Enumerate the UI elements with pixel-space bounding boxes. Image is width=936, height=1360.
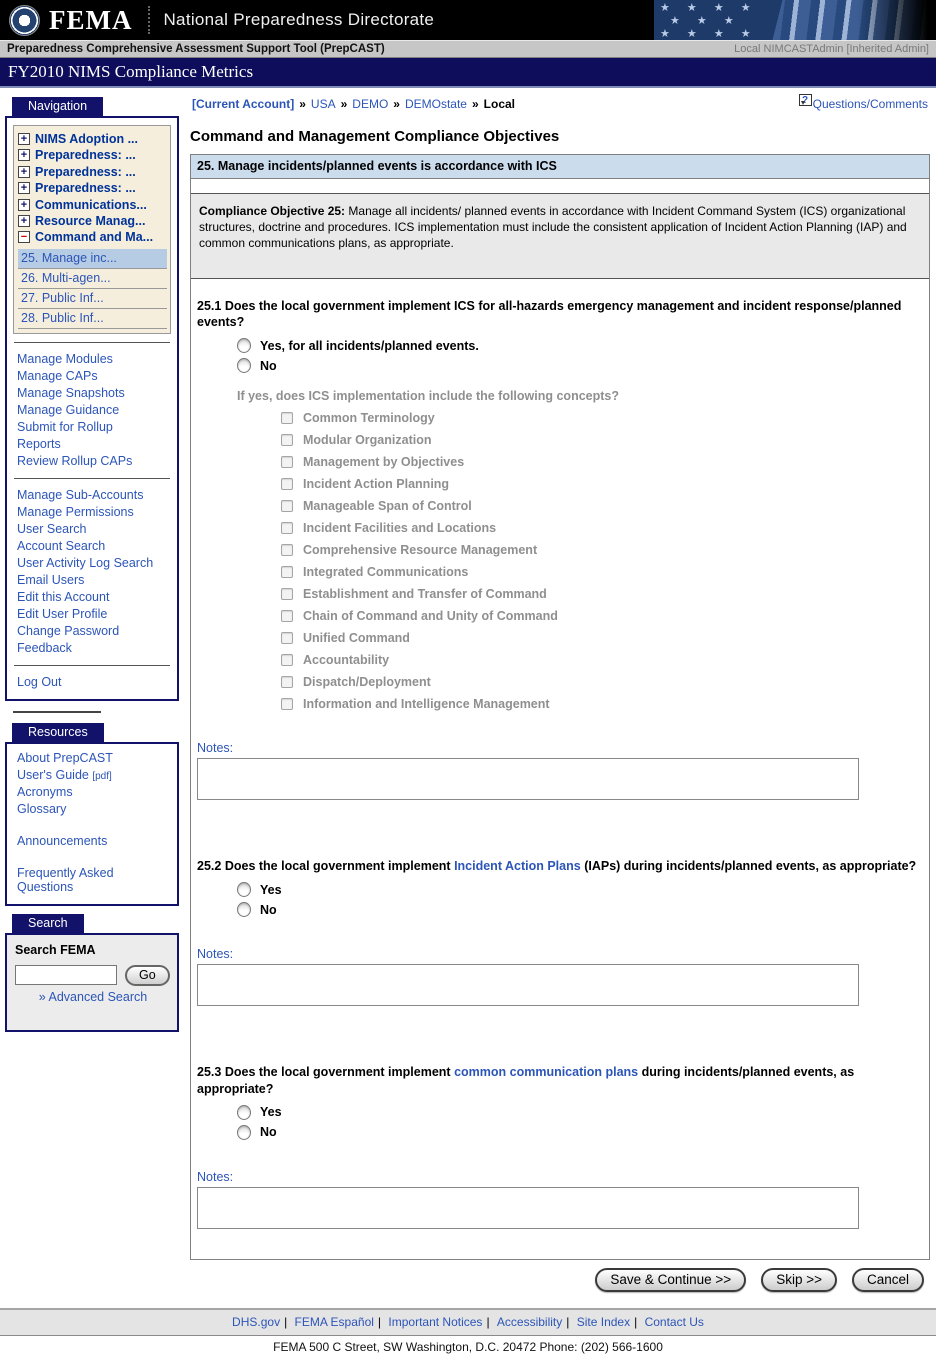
- page-title: Command and Management Compliance Objectives: [190, 128, 560, 145]
- breadcrumb-demo[interactable]: DEMO: [352, 97, 389, 111]
- concept-common-terminology: Common Terminology: [281, 411, 923, 425]
- tree-item-preparedness-3[interactable]: + Preparedness: ...: [18, 180, 167, 196]
- user-status: Local NIMCASTAdmin [Inherited Admin]: [734, 43, 929, 55]
- q25-3-option-no: No: [237, 1125, 923, 1140]
- checkbox-disabled: [281, 698, 293, 710]
- footer-link-fema-espanol[interactable]: FEMA Español: [294, 1314, 374, 1329]
- q25-1-option-no: No: [237, 358, 923, 373]
- breadcrumb-separator: »: [471, 97, 479, 111]
- search-fema-label: Search FEMA: [15, 942, 96, 957]
- checkbox-disabled: [281, 434, 293, 446]
- resources-header: Resources: [12, 723, 104, 742]
- resources-panel: [5, 742, 179, 906]
- q25-3-notes-textarea[interactable]: [197, 1187, 859, 1229]
- expand-icon[interactable]: +: [18, 215, 30, 227]
- resource-users-guide[interactable]: User's Guide [pdf]: [17, 767, 112, 782]
- navigation-panel: [5, 116, 179, 701]
- common-communication-plans-link[interactable]: common communication plans: [454, 1065, 639, 1080]
- checkbox-disabled: [281, 456, 293, 468]
- fema-logo: FEMA: [49, 4, 133, 35]
- header-divider: [148, 6, 150, 34]
- incident-action-plans-link[interactable]: Incident Action Plans: [454, 859, 581, 874]
- tree-child-objective-26[interactable]: 26. Multi-agen...: [18, 269, 167, 289]
- sidebar-item-change-password[interactable]: Change Password: [17, 623, 120, 638]
- search-input[interactable]: [15, 965, 117, 985]
- expand-icon[interactable]: +: [18, 182, 30, 194]
- app-title: Preparedness Comprehensive Assessment Support Tool (PrepCAST): [7, 43, 385, 55]
- expand-icon[interactable]: +: [18, 133, 30, 145]
- footer-separator: |: [486, 1314, 490, 1329]
- sidebar-item-user-activity-log-search[interactable]: User Activity Log Search: [17, 555, 154, 570]
- q25-2-notes-textarea[interactable]: [197, 964, 859, 1006]
- skip-button[interactable]: Skip >>: [761, 1268, 837, 1292]
- app-title-bar: [0, 40, 936, 58]
- question-25-2: 25.2 Does the local government implement Incident Action Plans (IAPs) during incidents/planned events, as appropriate?: [197, 859, 917, 874]
- sidebar-item-user-search[interactable]: User Search: [17, 521, 87, 536]
- sidebar-item-manage-modules[interactable]: Manage Modules: [17, 351, 113, 366]
- radio-button[interactable]: [237, 338, 251, 353]
- sidebar-item-reports[interactable]: Reports: [17, 436, 61, 451]
- footer-separator: |: [634, 1314, 638, 1329]
- expand-icon[interactable]: +: [18, 149, 30, 161]
- save-continue-button[interactable]: Save & Continue >>: [595, 1268, 746, 1292]
- search-header: Search: [12, 914, 84, 933]
- concept-incident-facilities: Incident Facilities and Locations: [281, 521, 923, 535]
- sidebar-item-log-out[interactable]: Log Out: [17, 674, 62, 689]
- tree-item-resource-management[interactable]: + Resource Manag...: [18, 213, 167, 229]
- tree-child-objective-27[interactable]: 27. Public Inf...: [18, 289, 167, 309]
- q25-1-option-yes: Yes, for all incidents/planned events.: [237, 338, 923, 353]
- resource-about-prepcast[interactable]: About PrepCAST: [17, 750, 113, 765]
- checkbox-disabled: [281, 610, 293, 622]
- checkbox-disabled: [281, 654, 293, 666]
- sidebar: [0, 88, 184, 1032]
- sidebar-item-manage-caps[interactable]: Manage CAPs: [17, 368, 98, 383]
- checkbox-disabled: [281, 632, 293, 644]
- checkbox-disabled: [281, 566, 293, 578]
- concept-modular-organization: Modular Organization: [281, 433, 923, 447]
- collapse-icon[interactable]: −: [18, 231, 30, 243]
- compliance-objective-text: Manage all incidents/ planned events in accordance with Incident Command System (ICS) organizational structures, doctrine and procedures. ICS implementation must include the consistent application of Incident Action Planning (IAP) and common communications plans, as appropriate.: [199, 204, 907, 251]
- footer-separator: |: [377, 1314, 382, 1329]
- radio-button[interactable]: [237, 882, 251, 897]
- app-header: [0, 0, 936, 40]
- checkbox-disabled: [281, 676, 293, 688]
- checkbox-disabled: [281, 500, 293, 512]
- concept-information-intelligence: Information and Intelligence Management: [281, 697, 923, 711]
- q25-3-option-yes: Yes: [237, 1105, 923, 1120]
- dhs-seal-logo: [9, 5, 40, 36]
- footer-link-site-index[interactable]: Site Index: [576, 1314, 631, 1329]
- q25-1-sub-prompt: If yes, does ICS implementation include the following concepts?: [237, 389, 619, 404]
- concept-accountability: Accountability: [281, 653, 923, 667]
- q25-1-notes-label: Notes:: [197, 741, 234, 756]
- breadcrumb-separator: »: [393, 97, 400, 111]
- concept-integrated-communications: Integrated Communications: [281, 565, 923, 579]
- breadcrumb-separator: »: [299, 97, 306, 111]
- radio-button[interactable]: [237, 1105, 251, 1120]
- footer-address: FEMA 500 C Street, SW Washington, D.C. 20472 Phone: (202) 566-1600: [273, 1339, 663, 1354]
- checkbox-disabled: [281, 478, 293, 490]
- concept-incident-action-planning: Incident Action Planning: [281, 477, 923, 491]
- tree-item-preparedness-1[interactable]: + Preparedness: ...: [18, 147, 167, 163]
- sidebar-item-manage-guidance[interactable]: Manage Guidance: [17, 402, 120, 417]
- tree-item-preparedness-2[interactable]: + Preparedness: ...: [18, 164, 167, 180]
- sidebar-item-edit-user-profile[interactable]: Edit User Profile: [17, 606, 108, 621]
- q25-2-option-yes: Yes: [237, 882, 923, 897]
- sidebar-item-edit-this-account[interactable]: Edit this Account: [17, 589, 110, 604]
- concept-manageable-span-of-control: Manageable Span of Control: [281, 499, 923, 513]
- footer-link-contact-us[interactable]: Contact Us: [644, 1314, 704, 1329]
- concept-establishment-transfer-command: Establishment and Transfer of Command: [281, 587, 923, 601]
- sidebar-item-manage-sub-accounts[interactable]: Manage Sub-Accounts: [17, 487, 144, 502]
- advanced-search-link[interactable]: » Advanced Search: [38, 989, 148, 1004]
- sidebar-item-account-search[interactable]: Account Search: [17, 538, 106, 553]
- sidebar-divider: [14, 342, 170, 343]
- q25-1-notes-textarea[interactable]: [197, 758, 859, 800]
- sidebar-item-review-rollup-caps[interactable]: Review Rollup CAPs: [17, 453, 133, 468]
- pdf-tag: [pdf]: [92, 770, 112, 782]
- compliance-objective-box: [191, 193, 929, 279]
- sidebar-divider: [14, 478, 170, 479]
- resource-faq[interactable]: Frequently Asked Questions: [17, 865, 114, 894]
- cancel-button[interactable]: Cancel: [852, 1268, 924, 1292]
- concept-dispatch-deployment: Dispatch/Deployment: [281, 675, 923, 689]
- q25-2-option-no: No: [237, 902, 923, 917]
- sidebar-item-submit-for-rollup[interactable]: Submit for Rollup: [17, 419, 113, 434]
- page-banner: [0, 58, 936, 88]
- radio-button[interactable]: [237, 358, 251, 373]
- concept-unified-command: Unified Command: [281, 631, 923, 645]
- directorate-title: National Preparedness Directorate: [163, 10, 435, 29]
- sidebar-item-email-users[interactable]: Email Users: [17, 572, 85, 587]
- go-button[interactable]: Go: [125, 965, 170, 986]
- resource-acronyms[interactable]: Acronyms: [17, 784, 73, 799]
- expand-icon[interactable]: +: [18, 199, 30, 211]
- questions-comments-link[interactable]: ? Questions/Comments: [799, 97, 928, 111]
- page-banner-title: FY2010 NIMS Compliance Metrics: [8, 62, 254, 81]
- checkbox-disabled: [281, 522, 293, 534]
- module-tree: [13, 125, 171, 334]
- concept-chain-of-command: Chain of Command and Unity of Command: [281, 609, 923, 623]
- sidebar-divider: [14, 665, 170, 666]
- search-panel: [5, 933, 179, 1032]
- footer-links-bar: [0, 1308, 936, 1336]
- checkbox-disabled: [281, 588, 293, 600]
- concept-comprehensive-resource-management: Comprehensive Resource Management: [281, 543, 923, 557]
- tree-child-objective-25[interactable]: 25. Manage inc...: [18, 249, 167, 269]
- navigation-header: Navigation: [12, 97, 103, 116]
- expand-icon[interactable]: +: [18, 166, 30, 178]
- footer-separator: |: [566, 1314, 570, 1329]
- breadcrumb-current-page: Local: [483, 97, 516, 111]
- breadcrumb-usa[interactable]: USA: [310, 97, 336, 111]
- flag-image: [654, 0, 936, 40]
- section-rule: [13, 711, 101, 713]
- footer-link-dhs[interactable]: DHS.gov: [232, 1314, 281, 1329]
- compliance-objective-label: Compliance Objective 25:: [199, 204, 346, 218]
- breadcrumb-current-account[interactable]: [Current Account]: [192, 97, 295, 111]
- objective-panel: [190, 154, 930, 1260]
- section-header: 25. Manage incidents/planned events is accordance with ICS: [191, 155, 929, 179]
- question-25-3: 25.3 Does the local government implement common communication plans during incidents/planned events, as appropriate?: [197, 1065, 855, 1096]
- tree-item-communications[interactable]: + Communications...: [18, 197, 167, 213]
- sidebar-item-manage-snapshots[interactable]: Manage Snapshots: [17, 385, 125, 400]
- tree-item-command-management[interactable]: − Command and Ma...: [18, 229, 167, 245]
- flag-stars: ★ ★ ★: [670, 15, 741, 27]
- q25-2-notes-label: Notes:: [197, 947, 234, 962]
- main-content: [184, 88, 936, 1306]
- checkbox-disabled: [281, 544, 293, 556]
- concept-management-by-objectives: Management by Objectives: [281, 455, 923, 469]
- sidebar-item-manage-permissions[interactable]: Manage Permissions: [17, 504, 134, 519]
- footer-link-accessibility[interactable]: Accessibility: [496, 1314, 563, 1329]
- footer-separator: |: [284, 1314, 288, 1329]
- radio-button[interactable]: [237, 902, 251, 917]
- breadcrumb-demostate[interactable]: DEMOstate: [404, 97, 467, 111]
- sidebar-item-feedback[interactable]: Feedback: [17, 640, 72, 655]
- radio-button[interactable]: [237, 1125, 251, 1140]
- tree-child-objective-28[interactable]: 28. Public Inf...: [18, 309, 167, 329]
- resource-glossary[interactable]: Glossary: [17, 801, 67, 816]
- flag-stars: ★ ★ ★ ★: [660, 28, 758, 40]
- footer-link-important-notices[interactable]: Important Notices: [388, 1314, 483, 1329]
- resource-announcements[interactable]: Announcements: [17, 833, 108, 848]
- q25-3-notes-label: Notes:: [197, 1169, 234, 1184]
- checkbox-disabled: [281, 412, 293, 424]
- tree-item-nims-adoption[interactable]: + NIMS Adoption ...: [18, 131, 167, 147]
- question-25-1: 25.1 Does the local government implement ICS for all-hazards emergency management and incident response/planned events?: [197, 298, 902, 329]
- breadcrumb: [190, 97, 515, 111]
- help-bubble-icon[interactable]: ?: [799, 94, 812, 106]
- breadcrumb-separator: »: [340, 97, 348, 111]
- flag-stars: ★ ★ ★ ★: [660, 2, 758, 14]
